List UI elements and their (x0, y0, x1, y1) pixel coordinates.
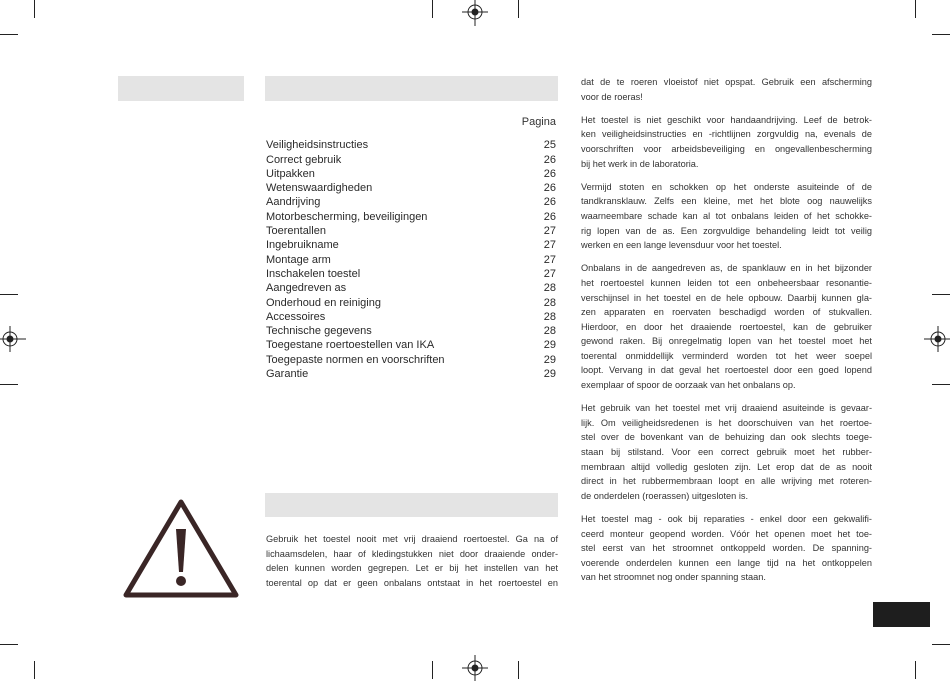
toc-entry-title: Wetenswaardigheden (266, 182, 373, 195)
text-line: direct in het rubbermembraan loopt en alle wrijving met roteren- (581, 476, 872, 487)
crop-mark (915, 661, 916, 679)
body-paragraph (581, 113, 872, 171)
toc-entry-page: 26 (543, 182, 556, 195)
toc-entry (266, 267, 556, 281)
toc-entry-page: 26 (543, 210, 556, 223)
toc-entry (266, 210, 556, 224)
crop-mark (34, 0, 35, 18)
toc-entry-title: Toegepaste normen en voorschriften (266, 353, 445, 366)
toc-entry-page: 26 (543, 196, 556, 209)
text-line: toerental onmiddellijk verminderd worden tot het weer soepel (581, 350, 872, 361)
toc-entry-title: Correct gebruik (266, 153, 342, 166)
text-line: voor de roeras! (581, 91, 643, 102)
text-line: exemplaar of spoor de oorzaak van het onbalans op. (581, 380, 796, 391)
toc-page-header: Pagina (521, 116, 556, 128)
text-line: werken en een lange levensduur voor het toestel. (581, 240, 782, 251)
text-line: Het toestel is niet geschikt voor handaandrijving. Leef de betrok- (581, 114, 872, 125)
toc-entry-page: 26 (543, 153, 556, 166)
text-line: dat de te roeren vloeistof niet opspat. Gebruik een afscherming (581, 77, 872, 87)
crop-mark (432, 661, 433, 679)
crop-mark (932, 34, 950, 35)
toc-entry-title: Garantie (266, 368, 309, 381)
crop-mark (0, 644, 18, 645)
toc-entry-title: Aangedreven as (266, 282, 347, 295)
toc-entry-title: Accessoires (266, 310, 326, 323)
text-line: gewond raken. Bij onregelmatig lopen van het toestel moet het (581, 336, 872, 347)
registration-mark-icon (462, 0, 488, 26)
toc-entry-page: 27 (543, 225, 556, 238)
text-line: Gebruik het toestel nooit met vrij draaiend roertoestel. Ga na of (266, 534, 558, 544)
toc-entry-page: 27 (543, 239, 556, 252)
text-line: staan bij stilstand. Voor een correct gebruik moet het rubber- (581, 447, 872, 458)
toc-entry-page: 28 (543, 310, 556, 323)
text-line: de onderdelen (roerassen) uitgesloten is. (581, 490, 749, 501)
body-paragraph (581, 401, 872, 503)
crop-mark (0, 34, 18, 35)
text-line: van het stroomnet nog onder spanning staan. (581, 572, 766, 583)
toc-entry (266, 167, 556, 181)
crop-mark (34, 661, 35, 679)
toc-entry (266, 253, 556, 267)
registration-mark-icon (462, 655, 488, 681)
crop-mark (432, 0, 433, 18)
text-line: membraan altijd volledig gesloten zijn. Let erop dat de as nooit (581, 461, 872, 472)
toc-entry (266, 181, 556, 195)
text-line: zen apparaten en roervaten beschadigd worden of stukvallen. (581, 307, 872, 318)
text-line: rig lopen van de as. Een zorgvuldige behandeling leidt tot veilig (581, 225, 872, 236)
registration-mark-icon (0, 326, 26, 352)
body-paragraph (581, 180, 872, 253)
crop-mark (915, 0, 916, 18)
toc-entry (266, 324, 556, 338)
text-line: ceerd monteur geopend worden. Vóór het openen moet het toe- (581, 528, 872, 539)
toc-entry-title: Onderhoud en reiniging (266, 296, 381, 309)
safety-header-bar (265, 493, 558, 517)
text-line: loopt. Vervang in dat geval het roertoestel door een goed lopend (581, 365, 872, 376)
text-line: Onbalans in de aangedreven as, de spanklauw en in het bijzonder (581, 263, 872, 274)
toc-entry (266, 153, 556, 167)
toc-entry (266, 296, 556, 310)
toc-entry-page: 28 (543, 296, 556, 309)
sidebar-header-bar (118, 76, 244, 101)
crop-mark (932, 644, 950, 645)
toc-entry-title: Technische gegevens (266, 325, 372, 338)
text-line: tandkransklauw. Zelfs een kleine, met het blote oog nauwelijks (581, 196, 872, 207)
toc-entry-title: Ingebruikname (266, 239, 339, 252)
toc-entry-title: Aandrijving (266, 196, 321, 209)
text-line: Het gebruik van het toestel met vrij draaiend asuiteinde is gevaar- (581, 403, 872, 414)
toc-entry (266, 281, 556, 295)
toc-entry-title: Uitpakken (266, 167, 315, 180)
body-paragraph (581, 75, 872, 104)
toc-entry-title: Motorbescherming, beveiligingen (266, 210, 428, 223)
toc-entry (266, 353, 556, 367)
text-line: ken veiligheidsinstructies en -richtlijnen zorgvuldig na, evenals de (581, 129, 872, 140)
toc-entry (266, 238, 556, 252)
toc-entry-page: 29 (543, 368, 556, 381)
text-line: stel eerst van het stroomnet ontkoppeld worden. De spanning- (581, 543, 872, 554)
crop-mark (518, 661, 519, 679)
toc-entry-title: Toerentallen (266, 225, 326, 238)
toc-entry-title: Veiligheidsinstructies (266, 139, 369, 152)
toc-entry (266, 195, 556, 209)
text-line: toerental op dat er geen onbalans ontstaat in het roertoestel en (266, 577, 558, 588)
section-tab (873, 602, 930, 627)
text-line: stel over de bovenkant van de behuizing dan ook slechts toege- (581, 432, 872, 443)
toc-entry-page: 28 (543, 282, 556, 295)
toc-entry-page: 27 (543, 267, 556, 280)
crop-mark (932, 294, 950, 295)
text-line: lichaamsdelen, haar of kledingstukken niet door draaiende onder- (266, 548, 558, 559)
text-line: voerende onderdelen kunnen een lange tijd na het ontkoppelen (581, 557, 872, 568)
toc-entry-page: 28 (543, 325, 556, 338)
text-line: delen kunnen worden gegrepen. Let er bij het instellen van het (266, 563, 558, 574)
text-line: verschijnsel in het toestel en de hele opbouw. Daarbij kunnen gla- (581, 292, 872, 303)
text-line: voorschriften voor arbeidsbeveiliging en ongevallenbescherming (581, 143, 872, 154)
toc-entry (266, 310, 556, 324)
text-line: het roertoestel kunnen leiden tot een onbeheersbaar resonantie- (581, 277, 872, 288)
safety-paragraph (266, 532, 558, 590)
toc-entry-page: 25 (543, 139, 556, 152)
registration-mark-icon (924, 326, 950, 352)
toc-entry-title: Inschakelen toestel (266, 267, 361, 280)
toc-entry (266, 224, 556, 238)
toc-entry-page: 27 (543, 253, 556, 266)
text-line: Het toestel mag - ook bij reparaties - enkel door een gekwalifi- (581, 514, 872, 524)
right-text-column (581, 75, 872, 594)
toc-entry-page: 29 (543, 353, 556, 366)
crop-mark (518, 0, 519, 18)
crop-mark (0, 294, 18, 295)
body-paragraph (581, 261, 872, 392)
text-line: bij het werk in de laboratoria. (581, 158, 699, 169)
text-line: lijk. Om veiligheidsredenen is het doorschuiven van het roertoe- (581, 417, 872, 428)
contents-header-bar (265, 76, 558, 101)
toc-entry-page: 29 (543, 339, 556, 352)
table-of-contents (266, 115, 556, 381)
text-line: Hierdoor, en door het draaiende roertoestel, kan de gebruiker (581, 321, 872, 332)
toc-list (266, 138, 556, 381)
warning-triangle-icon (120, 496, 242, 600)
text-line: waarneembare schade kan al tot onbalans leiden of het schokke- (581, 210, 872, 221)
toc-entry-title: Toegestane roertoestellen van IKA (266, 339, 435, 352)
crop-mark (0, 384, 18, 385)
toc-entry-title: Montage arm (266, 253, 331, 266)
body-paragraph (581, 512, 872, 585)
crop-mark (932, 384, 950, 385)
toc-entry-page: 26 (543, 167, 556, 180)
toc-entry (266, 138, 556, 152)
toc-entry (266, 367, 556, 381)
toc-entry (266, 338, 556, 352)
text-line: Vermijd stoten en schokken op het onderste asuiteinde of de (581, 181, 872, 192)
